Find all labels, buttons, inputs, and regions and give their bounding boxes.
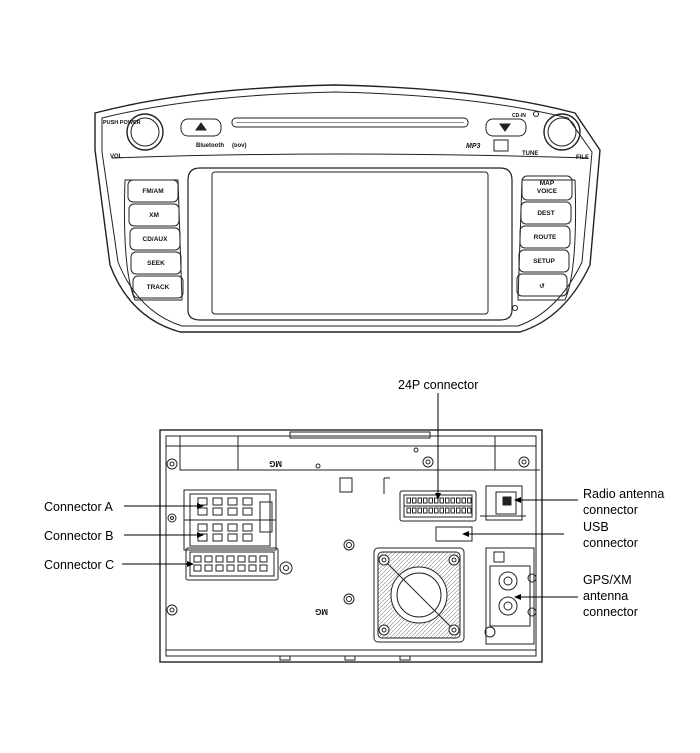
- cd-in-label: CD-IN: [512, 113, 526, 119]
- connector-b-pin: [213, 524, 222, 531]
- label-gps-xm-1: GPS/XM: [583, 573, 632, 587]
- label-24p-connector: 24P connector: [398, 378, 479, 392]
- left-button-label-2: CD/AUX: [142, 236, 168, 243]
- connector-c-pin: [205, 556, 212, 562]
- connector-24p-pin: [468, 508, 472, 513]
- connector-24p-pin: [457, 508, 461, 513]
- connector-24p-pin: [424, 508, 428, 513]
- connector-b-pin: [198, 524, 207, 531]
- connector-c-pin: [227, 556, 234, 562]
- label-radio-antenna-1: Radio antenna: [583, 487, 665, 501]
- display-screen: [188, 168, 512, 320]
- connector-c-pin: [205, 565, 212, 571]
- left-button-label-1: XM: [149, 212, 159, 219]
- right-button-label-2: ROUTE: [533, 234, 557, 241]
- file-label: FILE: [576, 155, 589, 161]
- connector-c-pin: [249, 556, 256, 562]
- connector-c-pins: [194, 556, 267, 571]
- left-button-label-0: FM/AM: [142, 188, 164, 195]
- label-connector-b: Connector B: [44, 529, 114, 543]
- connector-a-pin: [198, 498, 207, 505]
- connector-b[interactable]: [198, 524, 252, 541]
- connector-c-pin: [216, 565, 223, 571]
- connector-c-pin: [260, 565, 267, 571]
- connector-a-pin: [213, 508, 222, 515]
- mg-label-top: MG: [269, 459, 282, 468]
- label-usb-1: USB: [583, 520, 609, 534]
- gps-xm-antenna-connector[interactable]: [485, 548, 536, 644]
- push-power-label: PUSH POWER: [103, 120, 141, 126]
- label-connector-a: Connector A: [44, 500, 113, 514]
- connector-24p-pin: [413, 498, 417, 503]
- connector-24p-pin: [440, 498, 444, 503]
- connector-24p-pin: [418, 498, 422, 503]
- brand-logo-label: (ᴅᴏᴠ): [232, 143, 247, 149]
- label-connector-c: Connector C: [44, 558, 115, 572]
- connector-24p-pin: [429, 508, 433, 513]
- connector-24p-pin: [462, 508, 466, 513]
- connector-b-pin: [228, 524, 237, 531]
- connector-24p-pin: [451, 498, 455, 503]
- left-button-label-4: TRACK: [146, 284, 170, 291]
- connector-24p-pin: [435, 508, 439, 513]
- label-gps-xm-3: connector: [583, 605, 638, 619]
- connector-24p-pin: [462, 498, 466, 503]
- connector-c-pin: [216, 556, 223, 562]
- connector-c-pin: [260, 556, 267, 562]
- connector-24p-pin: [429, 498, 433, 503]
- right-button-label-4: ↺: [539, 283, 545, 290]
- connector-c-pin: [194, 565, 201, 571]
- connector-c-pin: [249, 565, 256, 571]
- vol-label: VOL: [110, 154, 123, 160]
- connector-b-pin: [243, 524, 252, 531]
- bluetooth-label: Bluetooth: [196, 143, 224, 149]
- right-button-label-1: DEST: [537, 210, 555, 217]
- connector-24p-pin: [413, 508, 417, 513]
- connector-24p-pin: [440, 508, 444, 513]
- tune-label: TUNE: [522, 151, 539, 157]
- label-radio-antenna-2: connector: [583, 503, 638, 517]
- right-button-label-3: SETUP: [533, 258, 555, 265]
- connector-24p-pin: [451, 508, 455, 513]
- connector-c-pin: [238, 565, 245, 571]
- connector-24p-pin: [424, 498, 428, 503]
- connector-a-pin: [198, 508, 207, 515]
- connector-a[interactable]: [198, 498, 252, 515]
- connector-c[interactable]: [186, 548, 278, 580]
- label-gps-xm-2: antenna: [583, 589, 629, 603]
- connector-c-pin: [238, 556, 245, 562]
- connector-c-pin: [194, 556, 201, 562]
- connector-a-pin: [228, 498, 237, 505]
- mg-label-bottom: MG: [315, 607, 328, 616]
- connector-a-pin: [243, 508, 252, 515]
- connector-a-pin: [228, 508, 237, 515]
- head-unit-front: [95, 85, 600, 332]
- cooling-fan: [374, 548, 464, 642]
- tune-knob[interactable]: [544, 114, 580, 150]
- connector-24p-pin: [446, 498, 450, 503]
- connector-24p-pin: [407, 498, 411, 503]
- connector-24p-pin: [418, 508, 422, 513]
- connector-a-pin: [213, 498, 222, 505]
- right-button-label-0-0: MAP: [539, 180, 555, 187]
- disc-logo-icon: [494, 140, 508, 151]
- connector-b-pin: [213, 534, 222, 541]
- connector-24p-pin: [407, 508, 411, 513]
- connector-c-pin: [227, 565, 234, 571]
- radio-antenna-connector[interactable]: [480, 486, 526, 520]
- mp3-label: MP3: [466, 143, 481, 150]
- connector-24p-pin: [468, 498, 472, 503]
- label-usb-2: connector: [583, 536, 638, 550]
- connector-24p-pin: [446, 508, 450, 513]
- connector-b-pin: [243, 534, 252, 541]
- connector-b-pin: [228, 534, 237, 541]
- right-button-label-0-1: VOICE: [536, 188, 558, 195]
- connector-a-pin: [243, 498, 252, 505]
- left-button-label-3: SEEK: [147, 260, 165, 267]
- connector-24p-pin: [457, 498, 461, 503]
